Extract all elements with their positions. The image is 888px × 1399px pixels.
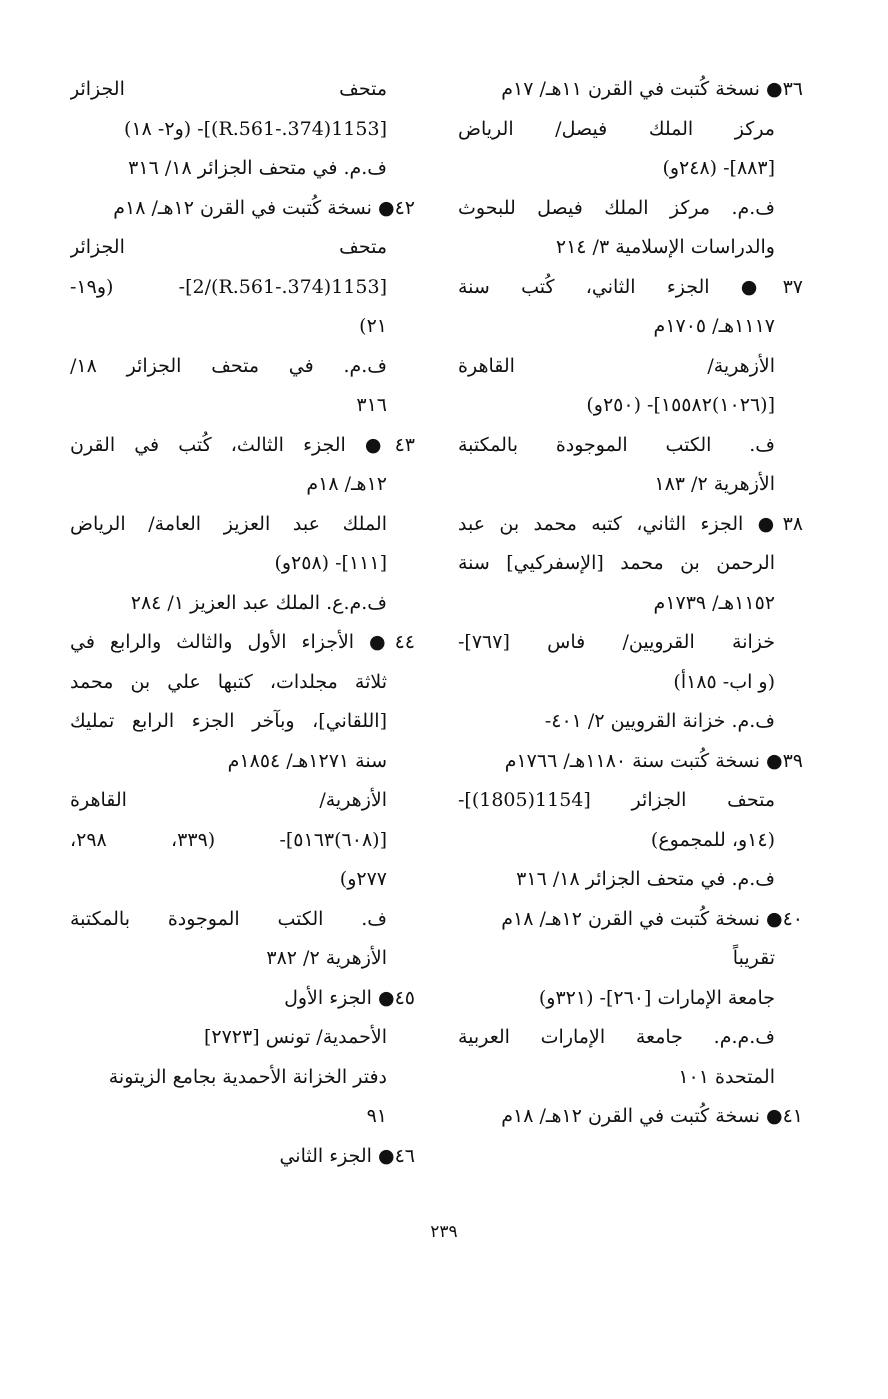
- text-line: ٢١): [359, 315, 387, 337]
- text-line: ٤٠● نسخة كُتبت في القرن ١٢هـ/ ١٨م: [501, 907, 803, 930]
- text-line: (١٤و، للمجموع): [650, 828, 775, 851]
- text-line: الأزهرية ٢/ ١٨٣: [654, 473, 775, 495]
- text-line: الأزهرية/ القاهرة: [70, 789, 387, 811]
- text-line: ٤٦● الجزء الثاني: [279, 1144, 415, 1167]
- text-line: ٢٧٧و): [339, 868, 387, 890]
- text-line: [1153(374.-R.561)]- (و٢- ١٨): [124, 117, 387, 140]
- text-line: ٣٧● الجزء الثاني، كُتب سنة: [458, 275, 803, 298]
- text-line: [(١٠٢٦)١٥٥٨٢]- (٢٥٠و): [586, 394, 775, 416]
- text-line: المتحدة ١٠١: [678, 1065, 775, 1088]
- text-line: ٤٢● نسخة كُتبت في القرن ١٢هـ/ ١٨م: [113, 196, 415, 219]
- text-line: متحف الجزائر [1154(1805)]-: [458, 789, 775, 811]
- text-line: ثلاثة مجلدات، كتبها علي بن محمد: [70, 670, 387, 693]
- text-line: ف.م. في متحف الجزائر ١٨/ ٣١٦: [516, 868, 775, 890]
- page-number: ٢٣٩: [430, 1222, 458, 1242]
- text-line: ف.م.م. جامعة الإمارات العربية: [458, 1026, 775, 1048]
- text-line: تقريباً: [732, 947, 775, 969]
- text-line: والدراسات الإسلامية ٣/ ٢١٤: [555, 236, 775, 258]
- text-line: [٨٨٣]- (٢٤٨و): [662, 157, 775, 179]
- text-line: ف.م. مركز الملك فيصل للبحوث: [458, 196, 775, 219]
- text-line: ف. الكتب الموجودة بالمكتبة: [458, 433, 775, 456]
- text-line: ١٢هـ/ ١٨م: [306, 473, 387, 495]
- text-line: الملك عبد العزيز العامة/ الرياض: [70, 512, 387, 535]
- text-line: ٩١: [366, 1105, 387, 1127]
- text-line: دفتر الخزانة الأحمدية بجامع الزيتونة: [108, 1065, 387, 1088]
- text-line: ف.م. خزانة القرويين ٢/ ٤٠١-: [544, 710, 775, 732]
- right-column: [458, 70, 803, 1137]
- text-line: ٣٨● الجزء الثاني، كتبه محمد بن عبد: [458, 512, 803, 535]
- text-line: [(٦٠٨)٥١٦٣]- (٣٣٩، ٢٩٨،: [70, 828, 387, 851]
- text-line: ٤١● نسخة كُتبت في القرن ١٢هـ/ ١٨م: [501, 1105, 803, 1127]
- text-line: ١١٥٢هـ/ ١٧٣٩م: [653, 591, 775, 614]
- text-line: الرحمن بن محمد [الإسفركيي] سنة: [458, 552, 775, 574]
- text-line: ف.م.ع. الملك عبد العزيز ١/ ٢٨٤: [130, 591, 387, 614]
- text-line: خزانة القرويين/ فاس [٧٦٧]-: [458, 631, 775, 653]
- text-line: سنة ١٢٧١هـ/ ١٨٥٤م: [227, 749, 387, 772]
- text-line: الأزهرية ٢/ ٣٨٢: [266, 947, 387, 969]
- text-line: ٤٥● الجزء الأول: [284, 986, 415, 1009]
- text-line: ف.م. في متحف الجزائر ١٨/: [70, 354, 387, 377]
- text-line: ٣٩● نسخة كُتبت سنة ١١٨٠هـ/ ١٧٦٦م: [504, 749, 803, 772]
- text-line: متحف الجزائر: [70, 78, 387, 100]
- text-line: الأحمدية/ تونس [٢٧٢٣]: [203, 1026, 387, 1048]
- text-line: ٤٤● الأجزاء الأول والثالث والرابع في: [70, 631, 415, 653]
- text-line: جامعة الإمارات [٢٦٠]- (٣٢١و): [538, 986, 775, 1009]
- left-column: [70, 70, 415, 1176]
- text-line: (و اب- ١٨٥أ): [673, 670, 775, 693]
- text-line: ٣٦● نسخة كُتبت في القرن ١١هـ/ ١٧م: [501, 78, 803, 100]
- text-line: [1153(374.-R.561)/2]- (و١٩-: [70, 275, 387, 298]
- text-line: الأزهرية/ القاهرة: [458, 354, 775, 377]
- text-line: ف.م. في متحف الجزائر ١٨/ ٣١٦: [128, 157, 387, 179]
- text-line: ٣١٦: [356, 394, 387, 416]
- text-line: [اللقاني]، وبآخر الجزء الرابع تمليك: [70, 710, 387, 732]
- text-line: ١١١٧هـ/ ١٧٠٥م: [653, 315, 775, 337]
- text-line: [١١١]- (٢٥٨و): [274, 552, 387, 574]
- text-line: ف. الكتب الموجودة بالمكتبة: [70, 907, 387, 930]
- text-line: متحف الجزائر: [70, 236, 387, 258]
- text-line: مركز الملك فيصل/ الرياض: [458, 117, 775, 140]
- text-line: ٤٣● الجزء الثالث، كُتب في القرن: [70, 433, 415, 456]
